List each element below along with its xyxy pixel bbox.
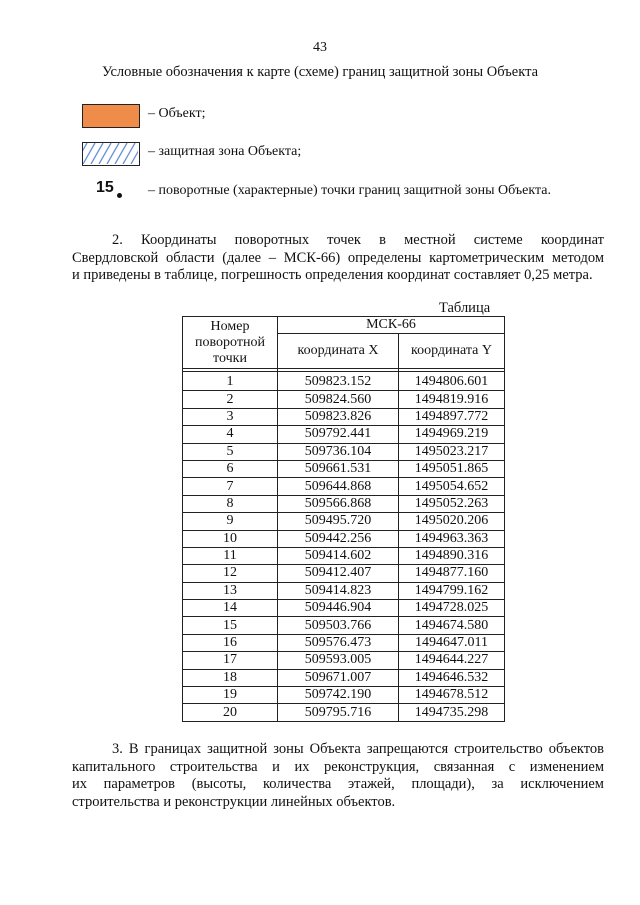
cell-point-number: 18 (183, 669, 278, 686)
cell-point-number: 16 (183, 634, 278, 651)
cell-x: 509566.868 (278, 495, 399, 512)
cell-point-number: 19 (183, 687, 278, 704)
cell-x: 509795.716 (278, 704, 399, 721)
paragraph-line: 3. В границах защитной зоны Объекта запрещаются строительство объектов (112, 741, 604, 757)
cell-x: 509671.007 (278, 669, 399, 686)
cell-y: 1494678.512 (399, 687, 505, 704)
cell-point-number: 17 (183, 652, 278, 669)
cell-point-number: 15 (183, 617, 278, 634)
legend-item-points (0, 179, 640, 211)
cell-x: 509661.531 (278, 460, 399, 477)
cell-y: 1495054.652 (399, 478, 505, 495)
cell-y: 1494877.160 (399, 565, 505, 582)
table-row (183, 460, 505, 477)
legend-item-object (0, 104, 640, 132)
cell-point-number: 7 (183, 478, 278, 495)
cell-point-number: 9 (183, 513, 278, 530)
cell-y: 1494728.025 (399, 600, 505, 617)
cell-x: 509503.766 (278, 617, 399, 634)
cell-y: 1494646.532 (399, 669, 505, 686)
cell-y: 1495051.865 (399, 460, 505, 477)
table-row (183, 600, 505, 617)
table-row (183, 391, 505, 408)
cell-x: 509823.152 (278, 372, 399, 391)
cell-x: 509792.441 (278, 426, 399, 443)
cell-x: 509644.868 (278, 478, 399, 495)
table-row (183, 652, 505, 669)
cell-x: 509593.005 (278, 652, 399, 669)
cell-y: 1494735.298 (399, 704, 505, 721)
cell-point-number: 8 (183, 495, 278, 512)
cell-x: 509495.720 (278, 513, 399, 530)
paragraph-line: строительства и реконструкции линейных объектов. (72, 793, 396, 810)
cell-y: 1494647.011 (399, 634, 505, 651)
cell-y: 1495020.206 (399, 513, 505, 530)
table-row (183, 582, 505, 599)
cell-y: 1495023.217 (399, 443, 505, 460)
cell-y: 1494674.580 (399, 617, 505, 634)
table-row (183, 495, 505, 512)
legend-object-label: – Объект; (148, 106, 206, 121)
legend-item-zone (0, 142, 640, 170)
cell-x: 509446.904 (278, 600, 399, 617)
cell-point-number: 2 (183, 391, 278, 408)
page-number: 43 (313, 40, 327, 55)
table-row (183, 426, 505, 443)
cell-point-number: 3 (183, 408, 278, 425)
legend-title: Условные обозначения к карте (схеме) границ защитной зоны Объекта (101, 64, 539, 80)
table-row (183, 704, 505, 721)
zone-hatch-swatch (82, 142, 140, 166)
paragraph-line: и приведены в таблице, погрешность определения координат составляет 0,25 метра. (72, 267, 593, 283)
cell-y: 1494969.219 (399, 426, 505, 443)
cell-y: 1494799.162 (399, 582, 505, 599)
cell-x: 509736.104 (278, 443, 399, 460)
cell-point-number: 14 (183, 600, 278, 617)
cell-point-number: 13 (183, 582, 278, 599)
cell-y: 1494819.916 (399, 391, 505, 408)
point-dot-icon (117, 193, 122, 198)
header-x: координата X (278, 334, 399, 369)
cell-point-number: 12 (183, 565, 278, 582)
cell-y: 1494644.227 (399, 652, 505, 669)
table-row (183, 617, 505, 634)
point-sample-number: 15 (96, 179, 114, 196)
cell-point-number: 6 (183, 460, 278, 477)
cell-point-number: 4 (183, 426, 278, 443)
hatch-pattern-icon (83, 143, 138, 164)
table-row (183, 565, 505, 582)
header-y: координата Y (399, 334, 505, 369)
table-row (183, 513, 505, 530)
table-row (183, 372, 505, 391)
cell-x: 509576.473 (278, 634, 399, 651)
cell-x: 509823.826 (278, 408, 399, 425)
table-row (183, 547, 505, 564)
cell-y: 1494897.772 (399, 408, 505, 425)
table-row (183, 687, 505, 704)
table-row (183, 530, 505, 547)
cell-point-number: 10 (183, 530, 278, 547)
table-row (183, 669, 505, 686)
cell-x: 509742.190 (278, 687, 399, 704)
table-row (183, 634, 505, 651)
legend-points-label: – поворотные (характерные) точки границ защитной зоны Объекта. (148, 183, 551, 198)
cell-x: 509412.407 (278, 565, 399, 582)
cell-x: 509414.602 (278, 547, 399, 564)
object-swatch (82, 104, 140, 128)
coordinates-table (182, 316, 505, 722)
paragraph-restrictions (72, 741, 604, 811)
paragraph-line: 2. Координаты поворотных точек в местной системе координат (112, 232, 604, 248)
cell-y: 1494890.316 (399, 547, 505, 564)
cell-x: 509414.823 (278, 582, 399, 599)
cell-y: 1495052.263 (399, 495, 505, 512)
legend-zone-label: – защитная зона Объекта; (148, 144, 302, 159)
cell-x: 509442.256 (278, 530, 399, 547)
paragraph-line: капитального строительства и их реконструкция, связанная с изменением (72, 758, 604, 775)
table-row (183, 443, 505, 460)
paragraph-coordinates (72, 232, 604, 285)
table-row (183, 478, 505, 495)
cell-point-number: 1 (183, 372, 278, 391)
paragraph-line: Свердловской области (далее – МСК-66) определены картометрическим методом (72, 249, 604, 266)
cell-point-number: 11 (183, 547, 278, 564)
cell-point-number: 20 (183, 704, 278, 721)
paragraph-line: их параметров (высоты, количества этажей, площади), за исключением (72, 776, 604, 792)
table-label: Таблица (439, 300, 491, 316)
cell-y: 1494806.601 (399, 372, 505, 391)
header-point-number: Номер поворотной точки (183, 317, 278, 369)
cell-point-number: 5 (183, 443, 278, 460)
cell-y: 1494963.363 (399, 530, 505, 547)
table-row (183, 408, 505, 425)
header-system: МСК-66 (278, 317, 505, 334)
cell-x: 509824.560 (278, 391, 399, 408)
